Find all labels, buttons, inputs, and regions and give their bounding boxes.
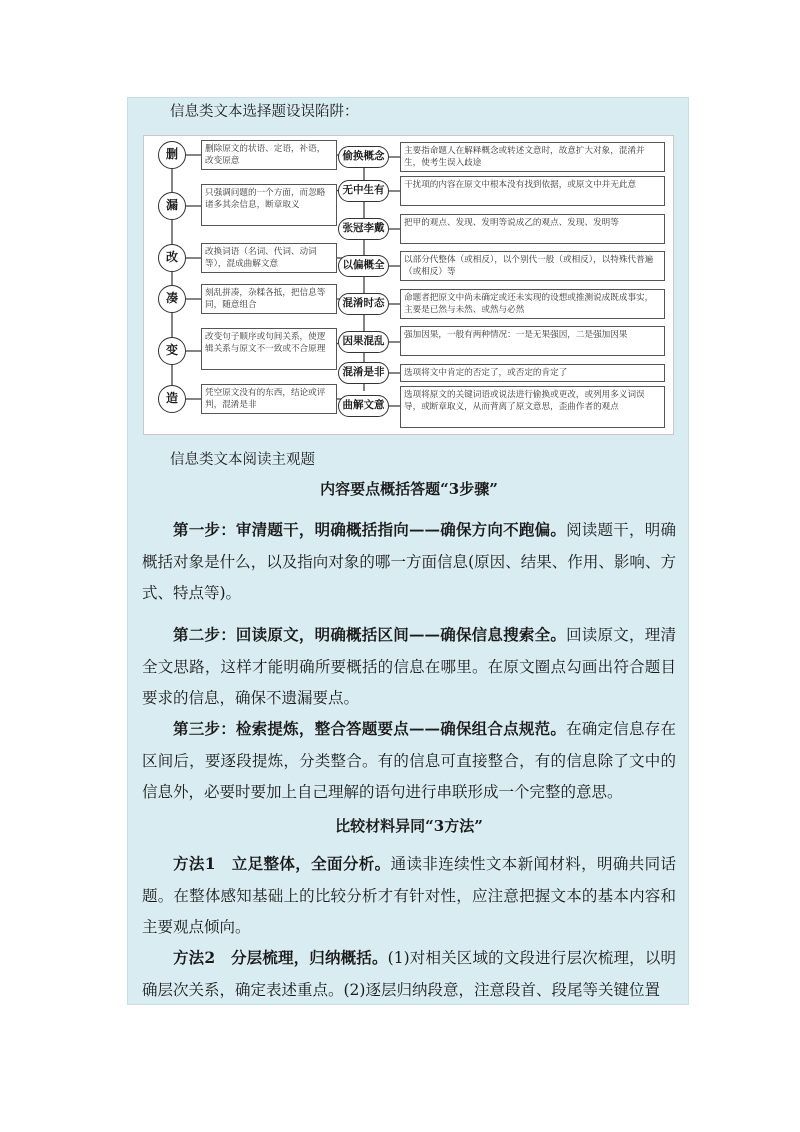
diagram-right-box-5: 命题者把原文中尚未确定或还未实现的设想或推测说成既成事实，主要是已然与未然、或然与必然: [400, 289, 665, 319]
step-3-text: 在确定信息存在区间后，要逐段提炼，分类整合。有的信息可直接整合，有的信息除了文中的信息外，必要时要加上自己理解的语句进行串联形成一个完整的意思。: [142, 720, 676, 801]
step-1-lead: 第一步：审清题干，明确概括指向——确保方向不跑偏。: [173, 520, 567, 539]
diagram-oval-4: 以偏概全: [338, 255, 389, 277]
diagram-oval-8: 曲解文意: [338, 395, 389, 417]
diagram-oval-7: 混淆是非: [338, 362, 389, 384]
step-paragraph-2: [142, 619, 676, 715]
method-2-text: (1)对相关区域的文段进行层次梳理，以明确层次关系，确定表述重点。(2)逐层归纳段意，注意段首、段尾等关键位置: [142, 949, 676, 999]
section-label: 信息类文本阅读主观题: [170, 452, 315, 468]
diagram-left-box-2: 只强调问题的一个方面，而忽略诸多其余信息，断章取义: [201, 184, 337, 226]
method-1-text: 通读非连续性文本新闻材料，明确共同话题。在整体感知基础上的比较分析才有针对性，应注意把握文本的基本内容和主要观点倾向。: [142, 855, 676, 936]
diagram-right-box-6: 强加因果，一般有两种情况：一是无果强因，二是强加因果: [400, 326, 665, 356]
diagram-circle-4: 凑: [158, 285, 186, 313]
diagram-circle-1: 删: [158, 141, 186, 169]
diagram-oval-3: 张冠李戴: [338, 218, 389, 240]
method-paragraph-1: [142, 848, 676, 944]
diagram-circle-5: 变: [158, 337, 186, 365]
heading-compare-methods: 比较材料异同“3方法”: [335, 817, 483, 835]
diagram-circle-6: 造: [158, 385, 186, 413]
step-3-lead: 第三步：检索提炼，整合答题要点——确保组合点规范。: [173, 719, 567, 738]
diagram-circle-2: 漏: [158, 192, 186, 220]
diagram-oval-5: 混淆时态: [338, 293, 389, 315]
method-2-lead: 方法2 分层梳理，归纳概括。: [173, 948, 388, 967]
method-1-lead: 方法1 立足整体，全面分析。: [173, 854, 391, 873]
diagram-left-box-1: 删除原文的状语、定语，补语，改变原意: [201, 140, 337, 170]
diagram-circle-3: 改: [158, 244, 186, 272]
diagram-right-box-7: 选项将文中肯定的否定了，或否定的肯定了: [400, 364, 665, 382]
step-paragraph-3: [142, 713, 676, 809]
diagram-left-box-5: 改变句子顺序或句间关系，使逻辑关系与原文不一致或不合原理: [201, 328, 337, 370]
heading-summary-steps: 内容要点概括答题“3步骤”: [320, 480, 498, 498]
diagram-right-box-3: 把甲的观点、发现、发明等说成乙的观点、发现、发明等: [400, 214, 665, 244]
diagram-right-box-8: 选项将原文的关键词语或说法进行偷换或更改，或列用多义词误导，或断章取义，从而背离了原文意思，歪曲作者的观点: [400, 386, 665, 428]
trap-diagram: [143, 135, 674, 435]
diagram-oval-1: 偷换概念: [338, 146, 389, 168]
step-2-lead: 第二步：回读原文，明确概括区间——确保信息搜索全。: [173, 625, 567, 644]
diagram-right-box-4: 以部分代整体（或相反），以个别代一般（或相反），以特殊代普遍（或相反）等: [400, 251, 665, 281]
step-paragraph-1: [142, 514, 676, 610]
content-panel: [127, 97, 689, 1005]
diagram-oval-6: 因果混乱: [338, 331, 389, 353]
method-paragraph-2: [142, 942, 676, 1006]
diagram-right-box-2: 干扰项的内容在原文中根本没有找到依据，或原文中并无此意: [400, 176, 665, 206]
step-2-text: 回读原文，理清全文思路，这样才能明确所要概括的信息在哪里。在原文圈点勾画出符合题目要求的信息，确保不遗漏要点。: [142, 626, 676, 707]
intro-label: 信息类文本选择题设误陷阱：: [170, 104, 359, 120]
diagram-left-box-6: 凭空原文没有的东西，结论或评判，混淆是非: [201, 384, 337, 414]
diagram-left-box-3: 改换词语（名词、代词、动词等），混成曲解文意: [201, 243, 337, 273]
diagram-right-box-1: 主要指命题人在解释概念或转述文意时，故意扩大对象，混淆并生，使考生误入歧途: [400, 142, 665, 172]
diagram-left-box-4: 刻乱拼凑，杂糅各抵，把信息等同，随意组合: [201, 284, 337, 314]
step-1-text: 阅读题干，明确概括对象是什么，以及指向对象的哪一方面信息(原因、结果、作用、影响、方式、特点等)。: [142, 521, 676, 602]
diagram-oval-2: 无中生有: [338, 180, 389, 202]
